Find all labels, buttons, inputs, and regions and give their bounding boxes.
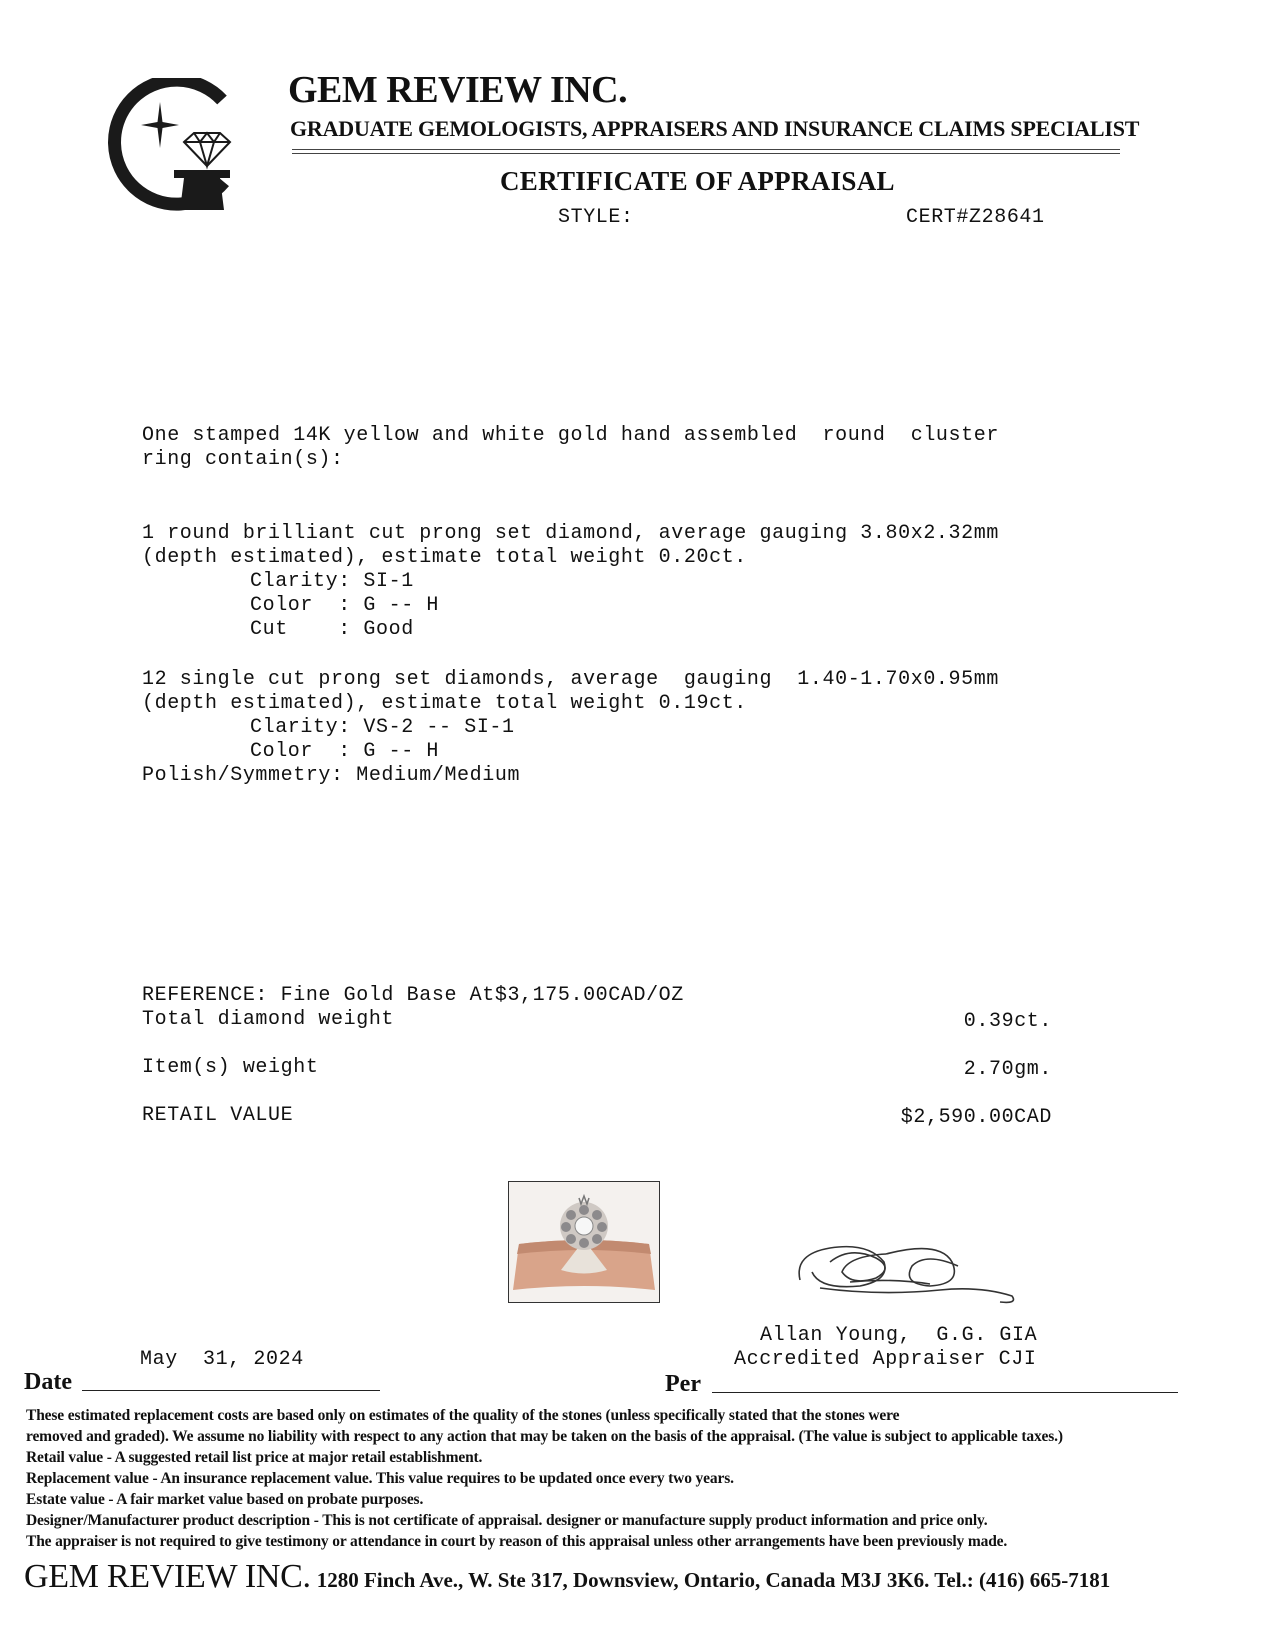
date-value: May 31, 2024 <box>140 1348 304 1371</box>
disclaimer-line: The appraiser is not required to give testimony or attendance in court by reason of this appraisal unless other arrangements have been previously made. <box>26 1533 1008 1550</box>
footer-company-name: GEM REVIEW INC. <box>24 1558 311 1595</box>
stone1-description: 1 round brilliant cut prong set diamond, average gauging 3.80x2.32mm <box>142 522 999 545</box>
per-underline <box>712 1392 1178 1393</box>
stone2-clarity: Clarity: VS-2 -- SI-1 <box>250 716 515 739</box>
appraiser-name: Allan Young, G.G. GIA <box>760 1324 1038 1347</box>
company-tagline: GRADUATE GEMOLOGISTS, APPRAISERS AND INSURANCE CLAIMS SPECIALIST <box>290 116 1140 141</box>
polish-symmetry: Polish/Symmetry: Medium/Medium <box>142 764 521 787</box>
total-weight-label: Total diamond weight <box>142 1008 395 1031</box>
ring-photo <box>508 1181 660 1303</box>
retail-value-label: RETAIL VALUE <box>142 1104 294 1127</box>
gem-review-logo-icon <box>104 78 246 224</box>
per-label: Per <box>665 1371 701 1397</box>
stone2-description: (depth estimated), estimate total weight 0.19ct. <box>142 692 747 715</box>
appraiser-title: Accredited Appraiser CJI <box>734 1348 1037 1371</box>
appraiser-signature <box>790 1232 1030 1316</box>
description-line: One stamped 14K yellow and white gold hand assembled round cluster <box>142 424 999 447</box>
disclaimer-line: Retail value - A suggested retail list price at major retail establishment. <box>26 1449 483 1466</box>
retail-value-amount: $2,590.00CAD <box>900 1106 1052 1129</box>
disclaimer-line: Estate value - A fair market value based on probate purposes. <box>26 1491 424 1508</box>
disclaimer <box>26 1405 1256 1552</box>
stone2-description: 12 single cut prong set diamonds, average gauging 1.40-1.70x0.95mm <box>142 668 999 691</box>
description-line: ring contain(s): <box>142 448 344 471</box>
ring-photo-icon <box>509 1182 659 1302</box>
date-underline <box>82 1390 380 1391</box>
stone1-description: (depth estimated), estimate total weight 0.20ct. <box>142 546 747 569</box>
style-label: STYLE: <box>558 206 634 229</box>
disclaimer-line: removed and graded). We assume no liability with respect to any action that may be taken on the basis of the appraisal. (The value is subject to applicable taxes.) <box>26 1428 1063 1445</box>
header-rule <box>292 153 1120 154</box>
reference-line: REFERENCE: Fine Gold Base At$3,175.00CAD/OZ <box>142 984 684 1007</box>
stone1-clarity: Clarity: SI-1 <box>250 570 414 593</box>
header-rule <box>292 149 1120 150</box>
stone2-color: Color : G -- H <box>250 740 440 763</box>
disclaimer-line: These estimated replacement costs are based only on estimates of the quality of the stones (unless specifically stated that the stones were <box>26 1407 900 1424</box>
stone1-color: Color : G -- H <box>250 594 440 617</box>
disclaimer-line: Designer/Manufacturer product description - This is not certificate of appraisal. designer or manufacture supply product information and price only. <box>26 1512 988 1529</box>
stone1-cut: Cut : Good <box>250 618 414 641</box>
disclaimer-line: Replacement value - An insurance replacement value. This value requires to be updated once every two years. <box>26 1470 734 1487</box>
total-weight-value: 0.39ct. <box>963 1010 1052 1033</box>
certificate-number: CERT#Z28641 <box>906 206 1045 229</box>
item-weight-value: 2.70gm. <box>963 1058 1052 1081</box>
certificate-title: CERTIFICATE OF APPRAISAL <box>500 166 895 196</box>
footer <box>24 1558 1110 1596</box>
company-name: GEM REVIEW INC. <box>288 69 628 111</box>
footer-address: 1280 Finch Ave., W. Ste 317, Downsview, Ontario, Canada M3J 3K6. Tel.: (416) 665-7181 <box>316 1568 1111 1592</box>
item-weight-label: Item(s) weight <box>142 1056 319 1079</box>
date-label: Date <box>24 1369 72 1395</box>
